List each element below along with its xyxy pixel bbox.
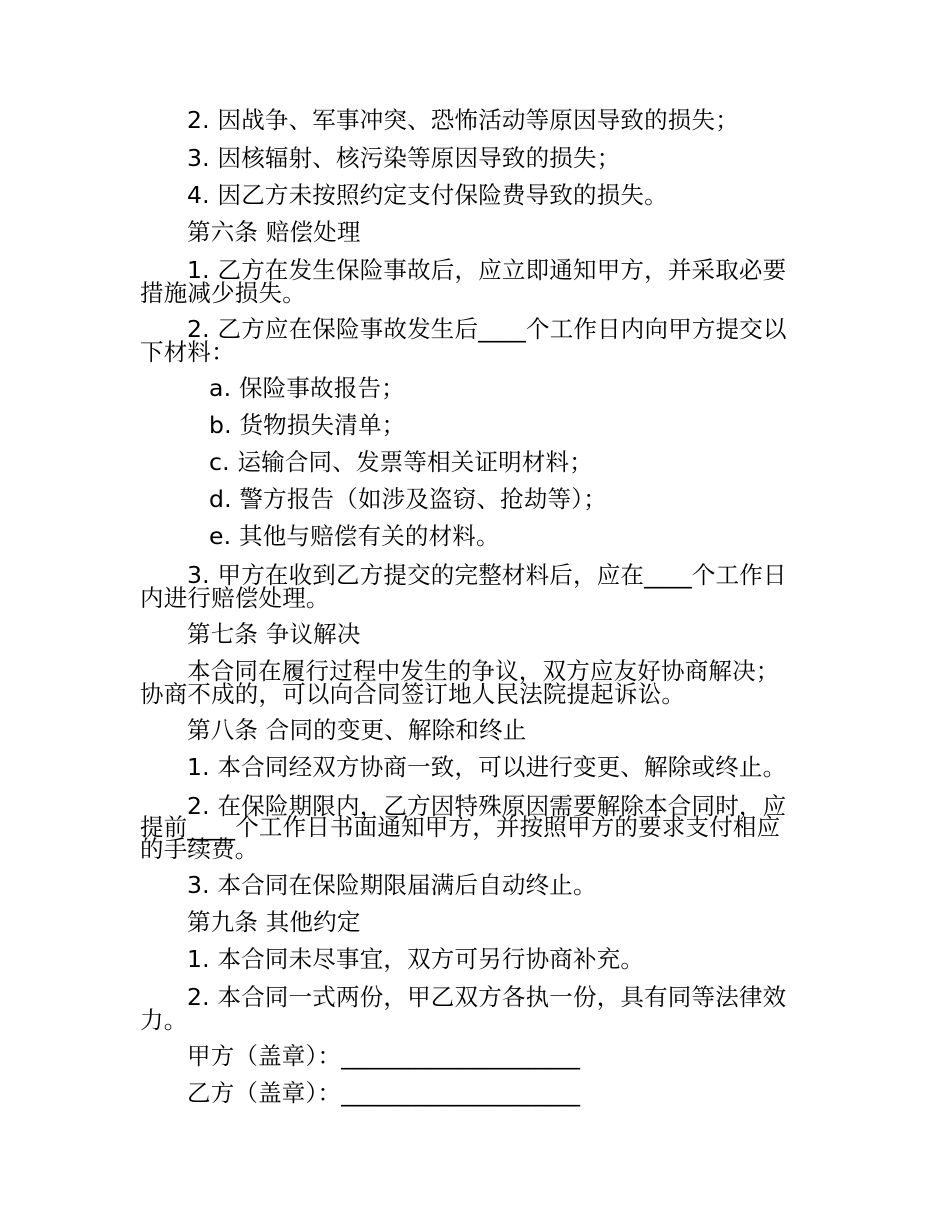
section-heading-article-9: 第九条 其他约定 [187,908,361,936]
text-line-article-8-item-2: 2. 在保险期限内，乙方因特殊原因需要解除本合同时，应 [187,792,787,820]
list-item-material-b: b. 货物损失清单； [209,411,406,439]
signature-line-party-b: 乙方（盖章）：____________________ [187,1079,581,1107]
section-heading-article-8: 第八条 合同的变更、解除和终止 [187,716,527,744]
text-line-article-9-item-1: 1. 本合同未尽事宜，双方可另行协商补充。 [187,945,645,973]
list-item-material-d: d. 警方报告（如涉及盗窃、抢劫等）； [209,485,607,513]
text-line-article-7-body-cont: 协商不成的，可以向合同签订地人民法院提起诉讼。 [140,680,686,708]
text-line-exclusion-2: 2. 因战争、军事冲突、恐怖活动等原因导致的损失； [187,106,739,134]
text-line-exclusion-3: 3. 因核辐射、核污染等原因导致的损失； [187,144,621,172]
list-item-material-a: a. 保险事故报告； [209,374,405,402]
text-line-article-7-body: 本合同在履行过程中发生的争议，双方应友好协商解决； [187,657,780,685]
text-line-article-8-item-2-cont2: 的手续费。 [140,835,259,863]
text-line-article-6-item-2-cont: 下材料： [140,338,235,366]
text-line-exclusion-4: 4. 因乙方未按照约定支付保险费导致的损失。 [187,181,668,209]
text-line-article-9-item-2: 2. 本合同一式两份，甲乙双方各执一份，具有同等法律效 [187,983,787,1011]
signature-line-party-a: 甲方（盖章）：____________________ [187,1042,581,1070]
text-line-article-6-item-3-cont: 内进行赔偿处理。 [140,584,330,612]
text-line-article-6-item-1-cont: 措施减少损失。 [140,279,306,307]
text-line-article-8-item-1: 1. 本合同经双方协商一致，可以进行变更、解除或终止。 [187,753,787,781]
text-line-article-9-item-2-cont: 力。 [140,1006,188,1034]
list-item-material-e: e. 其他与赔偿有关的材料。 [209,522,500,550]
section-heading-article-6: 第六条 赔偿处理 [187,218,361,246]
text-line-article-6-item-1: 1. 乙方在发生保险事故后，应立即通知甲方，并采取必要 [187,256,787,284]
section-heading-article-7: 第七条 争议解决 [187,620,361,648]
text-line-article-6-item-2: 2. 乙方应在保险事故发生后____个工作日内向甲方提交以 [187,315,787,343]
text-line-article-6-item-3: 3. 甲方在收到乙方提交的完整材料后，应在____个工作日 [187,561,787,589]
text-line-article-8-item-2-cont: 提前____个工作日书面通知甲方，并按照甲方的要求支付相应 [140,813,781,841]
list-item-material-c: c. 运输合同、发票等相关证明材料； [209,448,593,476]
text-line-article-8-item-3: 3. 本合同在保险期限届满后自动终止。 [187,871,597,899]
